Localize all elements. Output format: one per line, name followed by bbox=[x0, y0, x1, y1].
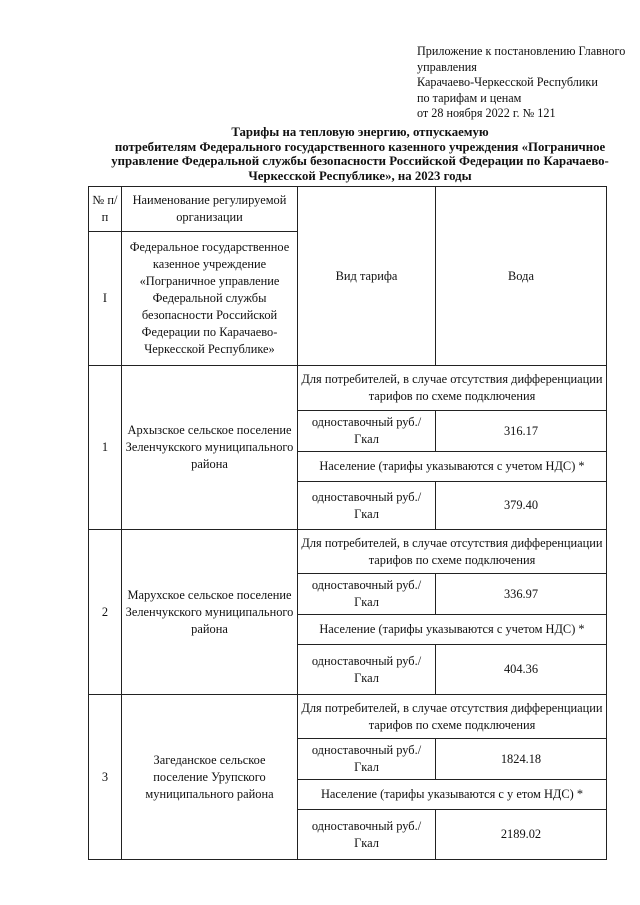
org-name-cell: Федеральное государственное казенное учреждение «Пограничное управление Федеральной службы безопасности Российской Федерации по Карачаево-Черкесской Республике» bbox=[122, 232, 298, 366]
consumers-label-cell: Для потребителей, в случае отсутствия дифференциации тарифов по схеме подключения bbox=[298, 695, 607, 739]
consumers-label-cell: Для потребителей, в случае отсутствия дифференциации тарифов по схеме подключения bbox=[298, 366, 607, 411]
tariff-label-cell: одноставочный руб./Гкал bbox=[298, 482, 436, 530]
population-label-cell: Население (тарифы указываются с учетом НДС) * bbox=[298, 615, 607, 645]
row-num-cell: 3 bbox=[89, 695, 122, 860]
appendix-line: от 28 ноября 2022 г. № 121 bbox=[417, 106, 556, 121]
tariff-value-cell: 316.17 bbox=[436, 411, 607, 452]
settlement-name-cell: Архызское сельское поселение Зеленчукского муниципального района bbox=[122, 366, 298, 530]
header-cell-org: Наименование регулируемой организации bbox=[122, 187, 298, 232]
appendix-line: управления bbox=[417, 59, 477, 74]
tariff-value-cell: 2189.02 bbox=[436, 810, 607, 860]
table-row bbox=[89, 187, 607, 232]
settlement-name-cell: Загеданское сельское поселение Урупского муниципального района bbox=[122, 695, 298, 860]
tariff-value-cell: 404.36 bbox=[436, 645, 607, 695]
document-title bbox=[80, 125, 640, 183]
header-cell-num: № п/п bbox=[89, 187, 122, 232]
title-line: потребителям Федерального государственного казенного учреждения «Пограничное bbox=[114, 139, 606, 154]
tariff-table bbox=[88, 186, 607, 860]
population-label-cell: Население (тарифы указываются с учетом НДС) * bbox=[298, 452, 607, 482]
title-line: Тарифы на тепловую энергию, отпускаемую bbox=[231, 125, 489, 139]
tariff-value-cell: 379.40 bbox=[436, 482, 607, 530]
title-line: Черкесской Республике», на 2023 годы bbox=[248, 168, 472, 183]
tariff-value-cell: 336.97 bbox=[436, 574, 607, 615]
tariff-value-cell: 1824.18 bbox=[436, 739, 607, 780]
consumers-label-cell: Для потребителей, в случае отсутствия дифференциации тарифов по схеме подключения bbox=[298, 530, 607, 574]
appendix-line: Приложение к постановлению Главного bbox=[417, 44, 626, 58]
tariff-label-cell: одноставочный руб./Гкал bbox=[298, 739, 436, 780]
row-num-cell: 2 bbox=[89, 530, 122, 695]
org-num-cell: I bbox=[89, 232, 122, 366]
appendix-note bbox=[417, 44, 632, 122]
tariff-label-cell: одноставочный руб./Гкал bbox=[298, 810, 436, 860]
table-row bbox=[89, 366, 607, 411]
table-row bbox=[89, 695, 607, 739]
tariff-label-cell: одноставочный руб./Гкал bbox=[298, 411, 436, 452]
population-label-cell: Население (тарифы указываются с у етом НДС) * bbox=[298, 780, 607, 810]
appendix-line: Карачаево-Черкесской Республики bbox=[417, 75, 598, 90]
header-cell-tariff-type: Вид тарифа bbox=[298, 187, 436, 366]
header-cell-resource: Вода bbox=[436, 187, 607, 366]
title-line: управление Федеральной службы безопасности Российской Федерации по Карачаево- bbox=[111, 154, 609, 169]
appendix-line: по тарифам и ценам bbox=[417, 90, 522, 105]
tariff-label-cell: одноставочный руб./Гкал bbox=[298, 645, 436, 695]
tariff-label-cell: одноставочный руб./Гкал bbox=[298, 574, 436, 615]
table-row bbox=[89, 530, 607, 574]
settlement-name-cell: Марухское сельское поселение Зеленчукского муниципального района bbox=[122, 530, 298, 695]
row-num-cell: 1 bbox=[89, 366, 122, 530]
